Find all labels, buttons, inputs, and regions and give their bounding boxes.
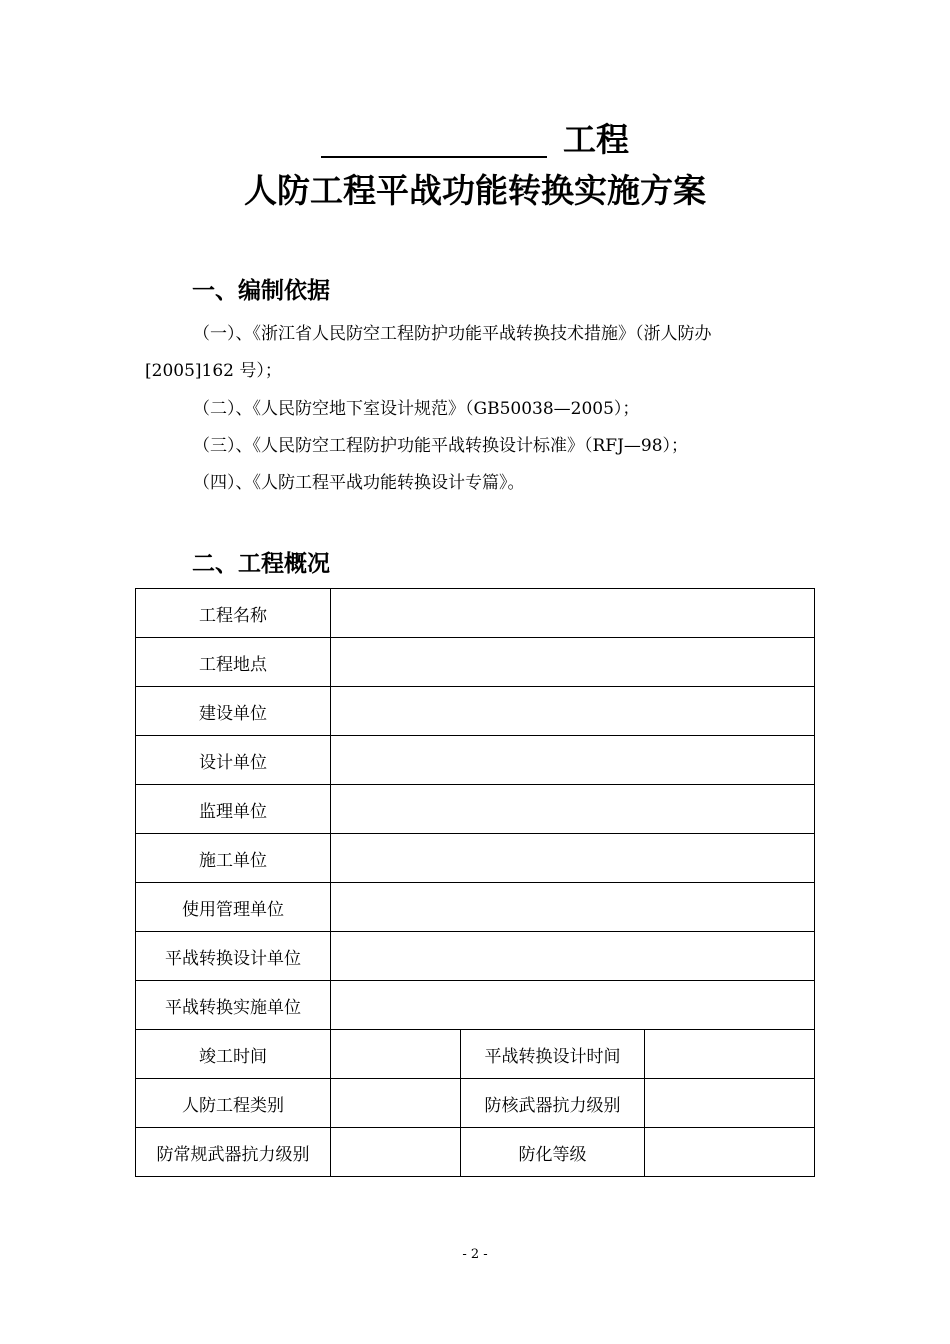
basis-item-4: （四）、《人防工程平战功能转换设计专篇》。 <box>193 473 525 493</box>
basis-item-3: （三）、《人民防空工程防护功能平战转换设计标准》（RFJ—98）； <box>193 436 689 456</box>
label-cell: 平战转换实施单位 <box>136 981 331 1030</box>
label-cell: 平战转换设计时间 <box>461 1030 645 1079</box>
table-row <box>136 687 815 736</box>
project-name-blank <box>321 120 547 158</box>
value-cell[interactable] <box>331 932 815 981</box>
table-row <box>136 1128 815 1177</box>
label-cell: 人防工程类别 <box>136 1079 331 1128</box>
label-cell: 防化等级 <box>461 1128 645 1177</box>
basis-item-2: （二）、《人民防空地下室设计规范》（GB50038—2005）； <box>193 399 640 419</box>
value-cell[interactable] <box>331 736 815 785</box>
value-cell[interactable] <box>331 1079 461 1128</box>
value-cell[interactable] <box>645 1128 815 1177</box>
label-cell: 设计单位 <box>136 736 331 785</box>
value-cell[interactable] <box>331 834 815 883</box>
value-cell[interactable] <box>331 785 815 834</box>
value-cell[interactable] <box>331 1030 461 1079</box>
label-cell: 监理单位 <box>136 785 331 834</box>
title-suffix: 工程 <box>563 120 629 159</box>
document-title-line1 <box>0 118 950 162</box>
label-cell: 防核武器抗力级别 <box>461 1079 645 1128</box>
project-overview-table <box>135 588 815 1177</box>
table-row <box>136 834 815 883</box>
page-number: - 2 - <box>462 1247 488 1262</box>
value-cell[interactable] <box>645 1030 815 1079</box>
value-cell[interactable] <box>331 1128 461 1177</box>
table-row <box>136 785 815 834</box>
label-cell: 使用管理单位 <box>136 883 331 932</box>
table-row <box>136 1030 815 1079</box>
value-cell[interactable] <box>645 1079 815 1128</box>
document-title-line2: 人防工程平战功能转换实施方案 <box>244 171 706 210</box>
label-cell: 竣工时间 <box>136 1030 331 1079</box>
basis-item-1-cont: [2005]162 号）； <box>145 361 282 381</box>
section1-heading: 一、编制依据 <box>192 278 330 304</box>
label-cell: 防常规武器抗力级别 <box>136 1128 331 1177</box>
table-row <box>136 638 815 687</box>
table-row <box>136 736 815 785</box>
table-row <box>136 589 815 638</box>
value-cell[interactable] <box>331 883 815 932</box>
label-cell: 建设单位 <box>136 687 331 736</box>
label-cell: 平战转换设计单位 <box>136 932 331 981</box>
table-row <box>136 981 815 1030</box>
table-row <box>136 883 815 932</box>
basis-item-1: （一）、《浙江省人民防空工程防护功能平战转换技术措施》（浙人防办 <box>193 324 712 344</box>
table-row <box>136 1079 815 1128</box>
value-cell[interactable] <box>331 589 815 638</box>
label-cell: 工程名称 <box>136 589 331 638</box>
table-row <box>136 932 815 981</box>
value-cell[interactable] <box>331 687 815 736</box>
label-cell: 工程地点 <box>136 638 331 687</box>
value-cell[interactable] <box>331 981 815 1030</box>
label-cell: 施工单位 <box>136 834 331 883</box>
value-cell[interactable] <box>331 638 815 687</box>
section2-heading: 二、工程概况 <box>192 551 330 577</box>
